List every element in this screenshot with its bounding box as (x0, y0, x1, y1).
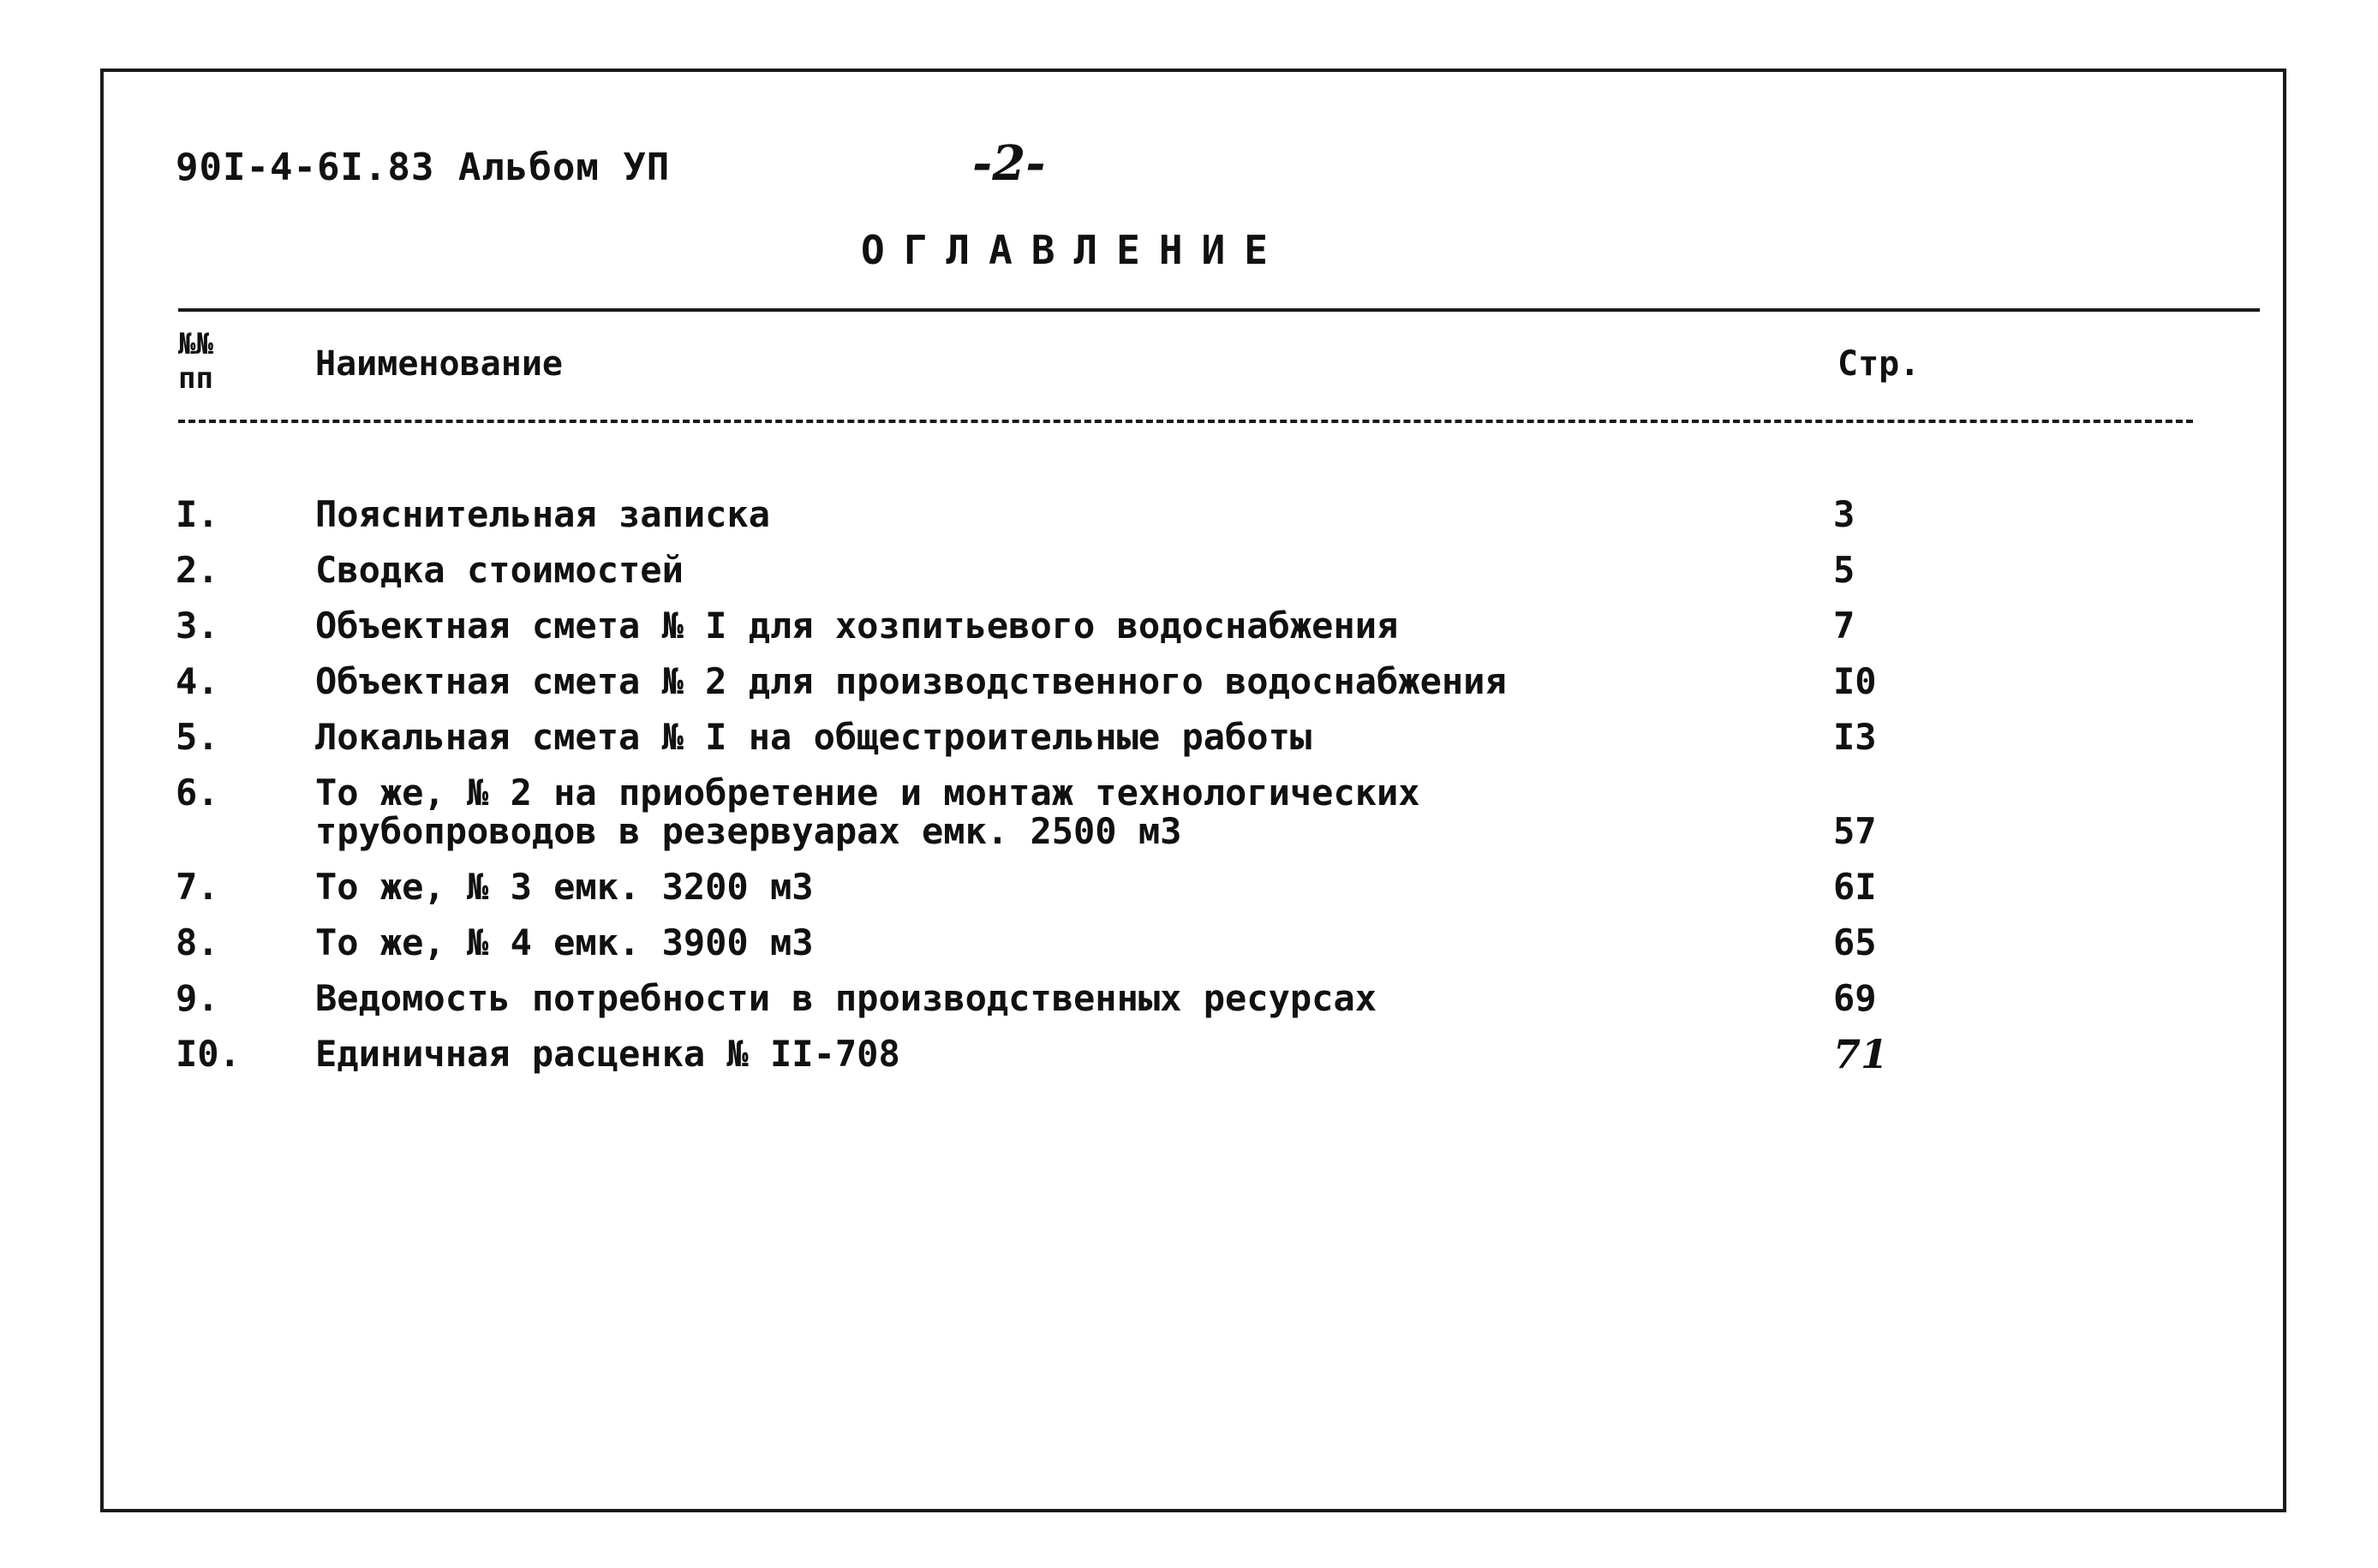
toc-row-page: 71 (1833, 1031, 1889, 1077)
toc-row-number: 8. (176, 921, 219, 963)
toc-row-page: 65 (1833, 921, 1877, 963)
header-rule-top (178, 308, 2260, 312)
toc-row-number: 2. (176, 549, 219, 591)
column-header-page: Стр. (1837, 344, 1921, 384)
toc-row-title-continuation: трубопроводов в резервуарах емк. 2500 м3 (315, 810, 1182, 852)
page-title: ОГЛАВЛЕНИЕ (861, 227, 1287, 273)
document-code: 90I-4-6I.83 Альбом УП (176, 146, 671, 189)
toc-row-title: Объектная смета № 2 для производственного водоснабжения (315, 660, 1507, 702)
toc-row-page: 3 (1833, 493, 1855, 535)
toc-row-title: Единичная расценка № II-708 (315, 1033, 900, 1075)
toc-row-title: То же, № 3 емк. 3200 м3 (315, 866, 814, 908)
toc-row-page: I3 (1833, 716, 1877, 758)
toc-row-number: 5. (176, 716, 219, 758)
toc-row-page: 5 (1833, 549, 1855, 591)
toc-row-title: Пояснительная записка (315, 493, 771, 535)
header-rule-bottom (178, 420, 2193, 423)
column-header-number-sub: пп (178, 361, 213, 396)
toc-row-title: То же, № 4 емк. 3900 м3 (315, 921, 814, 963)
toc-row-number: 9. (176, 977, 219, 1019)
page-number: -2- (972, 135, 1046, 192)
column-header-name: Наименование (315, 344, 563, 384)
toc-row-title: Объектная смета № I для хозпитьевого водоснабжения (315, 605, 1399, 647)
toc-row-title: Локальная смета № I на общестроительные работы (315, 716, 1312, 758)
toc-row-title: То же, № 2 на приобретение и монтаж технологических (315, 772, 1420, 814)
toc-row-page: 69 (1833, 977, 1877, 1019)
toc-row-page: 57 (1833, 810, 1877, 852)
toc-row-number: 4. (176, 660, 219, 702)
toc-row-title: Ведомость потребности в производственных ресурсах (315, 977, 1377, 1019)
toc-row-number: 3. (176, 605, 219, 647)
toc-row-title: Сводка стоимостей (315, 549, 684, 591)
toc-row-page: I0 (1833, 660, 1877, 702)
toc-row-page: 7 (1833, 605, 1855, 647)
toc-row-number: I0. (176, 1033, 241, 1075)
toc-row-number: 7. (176, 866, 219, 908)
toc-row-number: I. (176, 493, 219, 535)
toc-row-page: 6I (1833, 866, 1877, 908)
toc-row-number: 6. (176, 772, 219, 814)
column-header-number: №№ (178, 327, 213, 361)
